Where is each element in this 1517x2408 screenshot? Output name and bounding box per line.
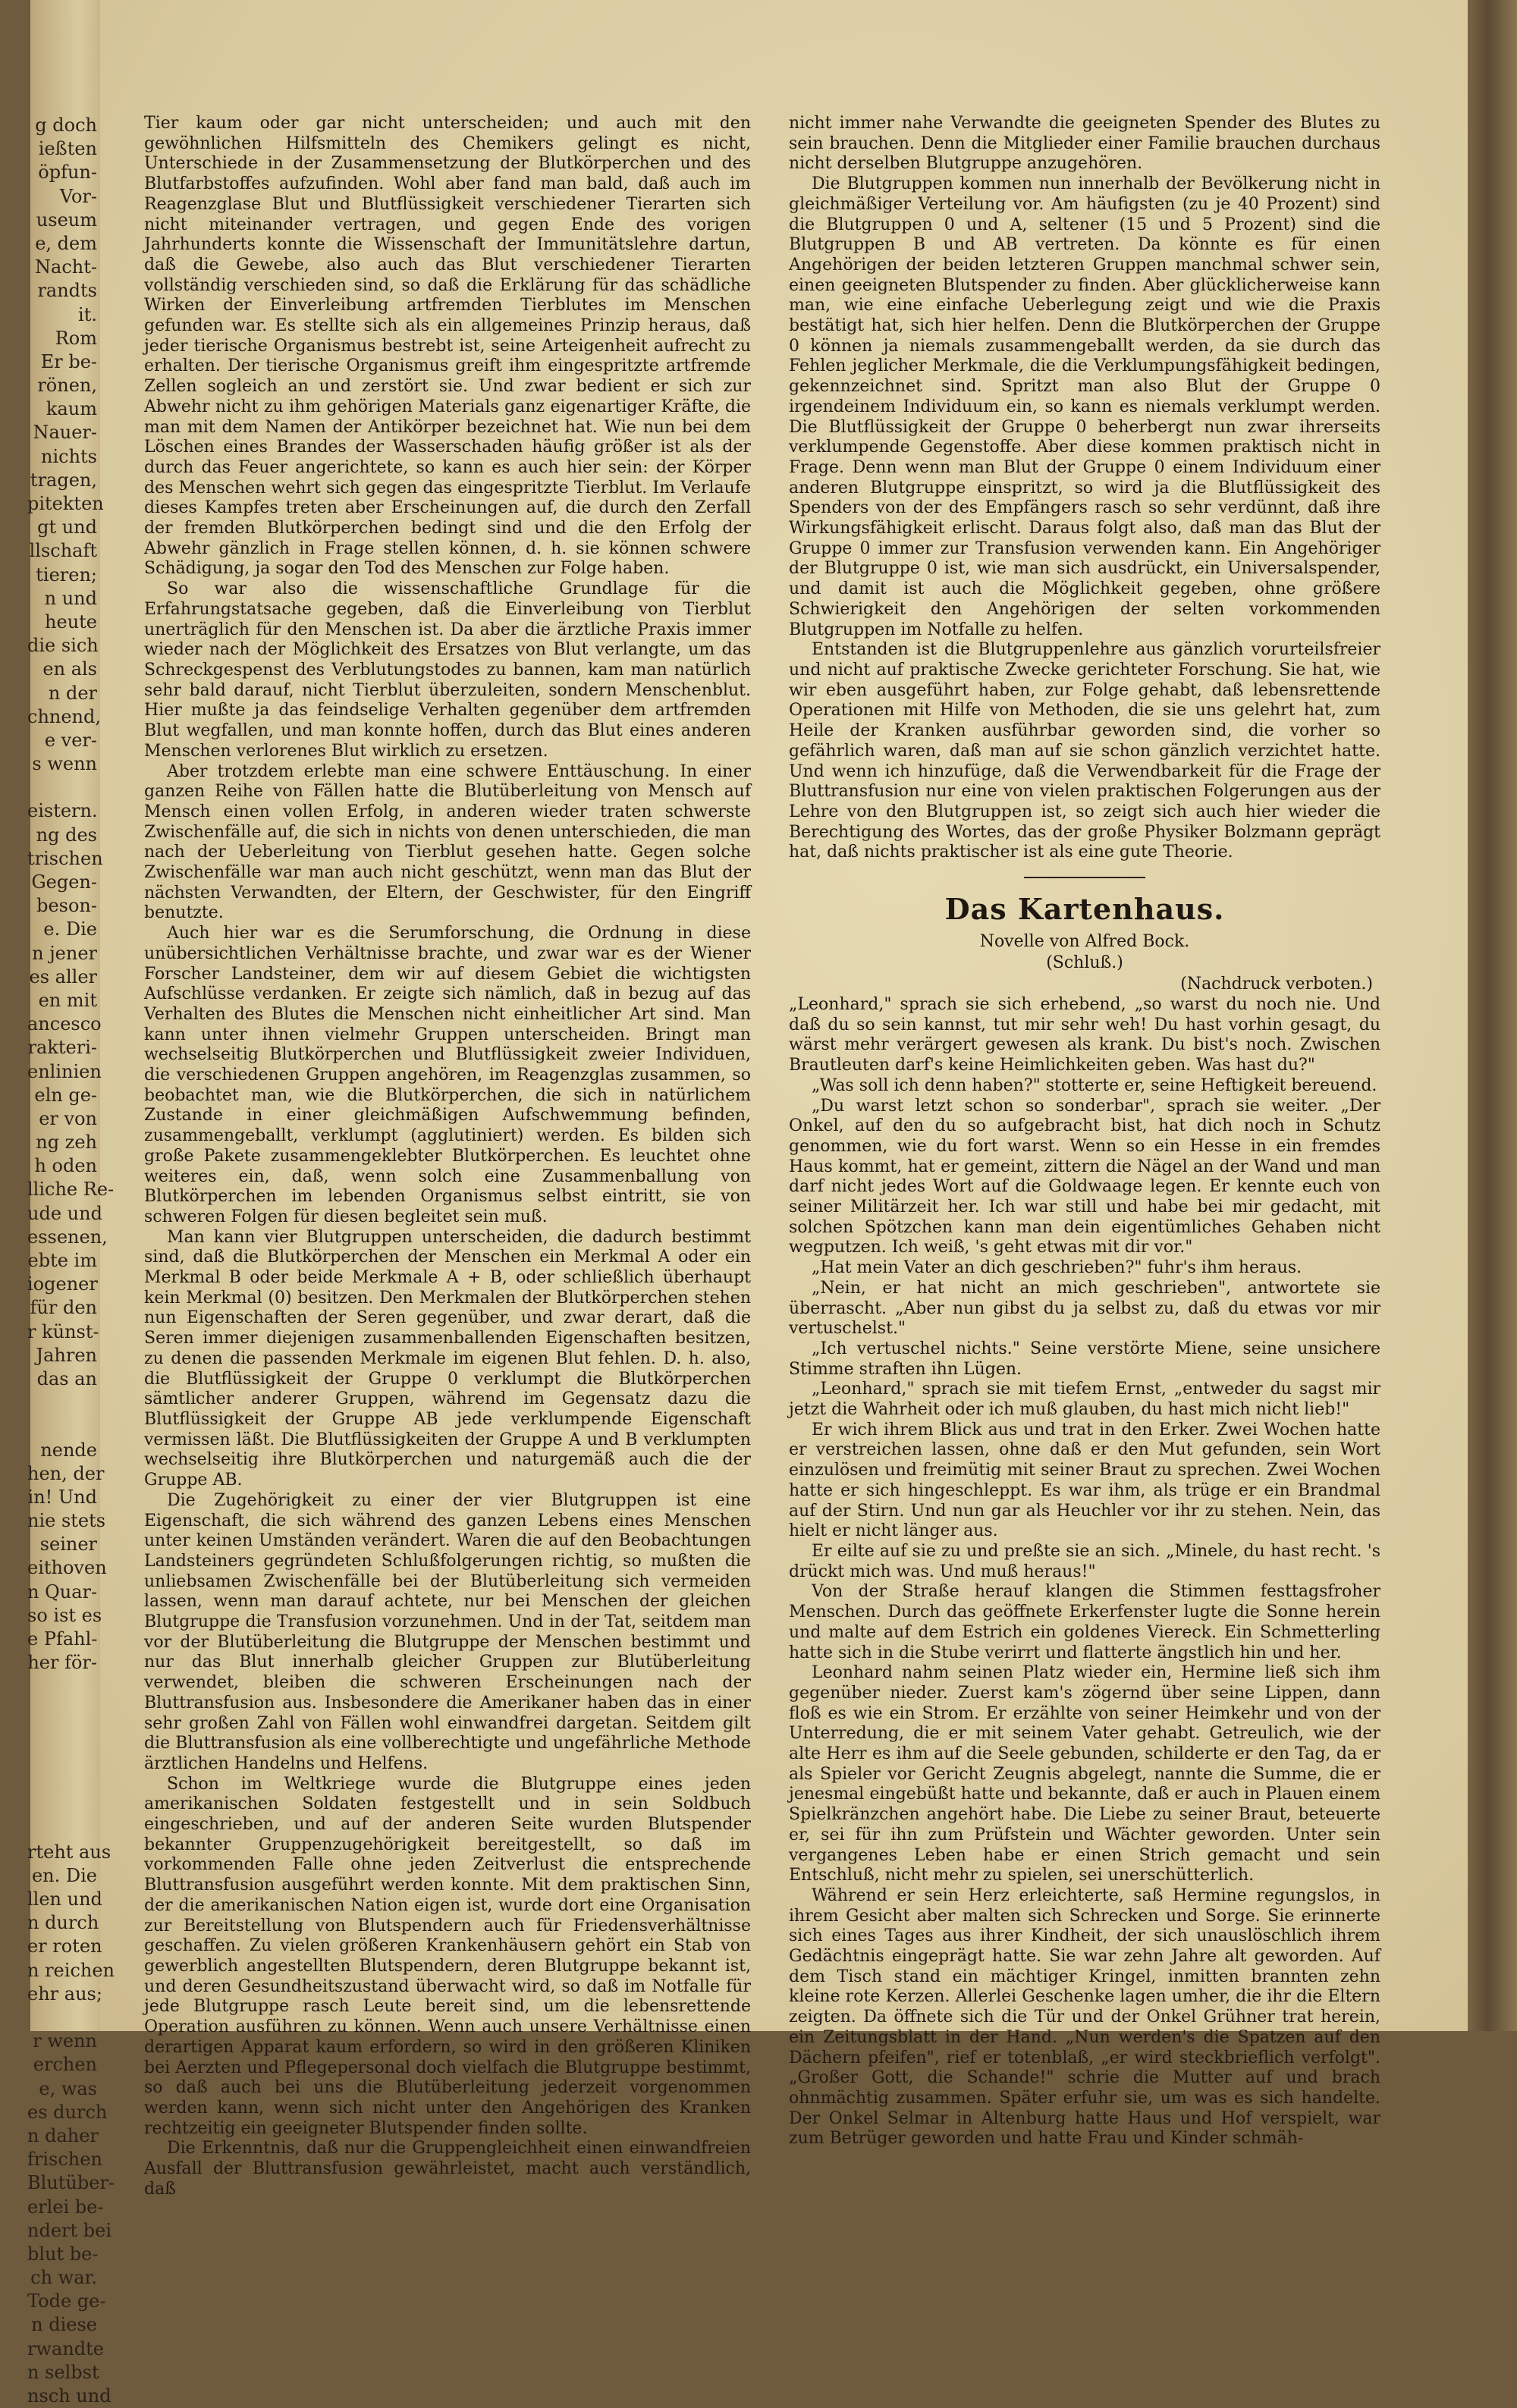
fragment-line: gt und bbox=[37, 516, 97, 538]
fragment-line: en mit bbox=[38, 989, 97, 1011]
fragment-line: n und bbox=[44, 587, 97, 609]
novella-paragraph: „Was soll ich denn haben?" stotterte er, seine Heftigkeit bereuend. bbox=[812, 1075, 1377, 1095]
fragment-line: öpfun- bbox=[38, 162, 97, 184]
fragment-line: er von bbox=[39, 1107, 97, 1129]
novella-paragraph: „Leonhard," sprach sie sich erhebend, „so warst du noch nie. Und daß du so sein kannst, tut mir sehr weh! Du hast vorhin gesagt, du wärst mehr verärgert gewesen als krank. Du bist's noch. Zwischen Brautleuten darf's keine Heimlichkeiten geben. Was hast du?" bbox=[789, 995, 1380, 1075]
fragment-line: rwandte bbox=[27, 2337, 104, 2359]
fragment-line: Jahren bbox=[36, 1344, 97, 1366]
fragment-line: r künst- bbox=[27, 1320, 99, 1342]
fragment-line: iogener bbox=[27, 1273, 98, 1295]
fragment-line: tragen, bbox=[30, 469, 97, 491]
fragment-line: nichts bbox=[41, 445, 97, 467]
fragment-line: it. bbox=[78, 303, 97, 325]
paragraph: nicht immer nahe Verwandte die geeigneten Spender des Blutes zu sein brauchen. Denn die Mitglieder einer Familie brauchen durchaus nicht derselben Blutgruppe anzugehören. bbox=[789, 114, 1380, 174]
fragment-line: llen und bbox=[27, 1888, 102, 1910]
fragment-line: es durch bbox=[27, 2101, 108, 2123]
fragment-line: rteht aus bbox=[27, 1841, 111, 1863]
fragment-line: Vor- bbox=[59, 185, 97, 207]
fragment-line: e Pfahl- bbox=[27, 1628, 98, 1650]
fragment-line: r wenn bbox=[33, 2030, 97, 2052]
fragment-line: eln ge- bbox=[34, 1084, 97, 1106]
fragment-line: ndert bei bbox=[27, 2219, 112, 2241]
fragment-line: hen, der bbox=[27, 1462, 105, 1484]
fragment-line: nende bbox=[40, 1439, 97, 1461]
fragment-line: erchen bbox=[33, 2054, 97, 2076]
fragment-line: so ist es bbox=[27, 1604, 102, 1626]
fragment-line: rönen, bbox=[37, 375, 97, 397]
fragment-line bbox=[27, 776, 100, 799]
article-column-1 bbox=[144, 114, 751, 2199]
fragment-line: h oden bbox=[34, 1155, 97, 1177]
fragment-line bbox=[27, 1769, 100, 1793]
novella-body bbox=[789, 995, 1380, 2149]
fragment-line: en. Die bbox=[31, 1864, 97, 1886]
novella-paragraph: „Hat mein Vater an dich geschrieben?" fuhr's ihm heraus. bbox=[812, 1258, 1302, 1278]
fragment-line bbox=[27, 1746, 100, 1769]
fragment-line: pitekten bbox=[27, 493, 104, 514]
novella-paragraph: Er wich ihrem Blick aus und trat in den Erker. Zwei Wochen hatte er verstreichen lassen, ohne daß er den Mut gefunden, sein Wort einzulösen und freimütig mit seiner Braut zu sprechen. Zwei Wochen hatte er sich hingeschleppt. Es war ihm, als trüge er ein Brandmal auf der Stirn. Und nun gar als Heuchler vor ihr zu stehen. Nein, das hielt er nicht länger aus. bbox=[789, 1420, 1380, 1541]
left-page-fragment bbox=[27, 0, 115, 2406]
fragment-line: ng des bbox=[36, 824, 97, 846]
newspaper-page bbox=[27, 0, 1475, 2406]
novella-title: Das Kartenhaus. bbox=[944, 892, 1225, 927]
fragment-line: n diese bbox=[31, 2314, 97, 2336]
fragment-line: n jener bbox=[32, 942, 97, 964]
fragment-line: in! Und bbox=[27, 1486, 97, 1508]
fragment-line: rakteri- bbox=[27, 1037, 97, 1059]
fragment-line: beson- bbox=[36, 895, 97, 917]
paragraph: Tier kaum oder gar nicht unterscheiden; und auch mit den gewöhnlichen Hilfsmitteln des Chemikers gelingt es nicht, Unterschiede in der Zusammensetzung der Blutkörperchen und des Blutfarbstoffes aufzufinden. Wohl aber fand man bald, daß auch im Reagenzglase Blut und Blutflüssigkeit verschiedener Tierarten sich nicht miteinander vertragen, und gegen Ende des vorigen Jahrhunderts konnte die Wissenschaft der Immunitätslehre dartun, daß die Gewebe, also auch das Blut verschiedener Tierarten vollständig verschieden sind, so daß die Erklärung für das schädliche Wirken der Einverleibung artfremden Tierblutes im Menschen gefunden war. Es stellte sich als ein allgemeines Prinzip heraus, daß jeder tierische Organismus bestrebt ist, seine Arteigenheit aufrecht zu erhalten. Der tierische Organismus greift ihm eingespritzte artfremde Zellen sogleich an und zerstört sie. Und zwar bedient er sich zur Abwehr nicht zu ihm gehörigen Materials ganz eigenartiger Kräfte, die man mit dem Namen der Antikörper bezeichnet hat. Wie nun bei dem Löschen eines Brandes der Wasserschaden häufig größer ist als der durch das Feuer angerichtete, so kann es auch hier sein: der Körper des Menschen wehrt sich gegen das eingespritzte Tierblut. Im Verlaufe dieses Kampfes treten aber Erscheinungen auf, die durch den Zerfall der fremden Blutkörperchen bedingt sind und die den Erfolg der Abwehr gänzlich in Frage stellen können, d. h. sie können schwere Schädigung, ja sogar den Tod des Menschen zur Folge haben. bbox=[144, 114, 751, 579]
novella-paragraph: „Ich vertuschel nichts." Seine verstörte Miene, seine unsichere Stimme straften ihn Lügen. bbox=[789, 1339, 1380, 1379]
fragment-line: g doch bbox=[35, 115, 97, 136]
novella-paragraph: Leonhard nahm seinen Platz wieder ein, Hermine ließ sich ihm gegenüber nieder. Zuerst kam's zögernd über seine Lippen, dann floß es wie ein Strom. Er erzählte von seiner Heimkehr und von der Unterredung, die er mit seinem Vater gehabt. Getreulich, wie der alte Herr es ihm auf die Seele gebunden, schilderte er den Tag, da er als Spieler vor Gericht Zeugnis abgelegt, nannte die Summe, die er jenesmal eingebüßt hatte und bekannte, daß er auch in Plauen einem Spielkränzchen angehört habe. Die Liebe zu seiner Braut, beteuerte er, sei für ihn zum Prüfstein und Wächter geworden. Unter sein vergangenes Leben habe er einen Strich gemacht und sein Entschluß, nicht mehr zu spielen, sei unerschütterlich. bbox=[789, 1663, 1380, 1885]
fragment-line: er roten bbox=[27, 1936, 102, 1957]
fragment-line: Gegen- bbox=[31, 871, 97, 893]
fragment-line: e ver- bbox=[44, 729, 97, 751]
fragment-line: s wenn bbox=[32, 753, 97, 775]
fragment-line: seiner bbox=[39, 1534, 97, 1556]
fragment-line: nie stets bbox=[27, 1510, 106, 1532]
fragment-line: blut be- bbox=[27, 2243, 99, 2265]
fragment-line: die sich bbox=[27, 635, 99, 657]
fragment-line: n durch bbox=[27, 1912, 99, 1934]
fragment-line: e, was bbox=[39, 2077, 97, 2099]
fragment-line: e, dem bbox=[35, 232, 97, 254]
fragment-line: n Quar- bbox=[27, 1581, 98, 1603]
fragment-line: e. Die bbox=[43, 918, 97, 940]
book-binding-edge bbox=[1468, 0, 1517, 2031]
reprint-notice: (Nachdruck verboten.) bbox=[1180, 975, 1373, 994]
fragment-line: n daher bbox=[27, 2124, 99, 2146]
fragment-line: ude und bbox=[27, 1202, 102, 1224]
fragment-line: essenen, bbox=[27, 1226, 108, 1248]
paragraph: So war also die wissenschaftliche Grundlage für die Erfahrungstatsache gegeben, daß die Einverleibung von Tierblut unerträglich für den Menschen ist. Da aber die ärztliche Praxis immer wieder nach der Möglichkeit des Ersatzes von Blut verlangte, um das Schreckgespenst des Verblutungstodes zu bannen, kam man natürlich sehr bald darauf, nicht Tierblut überzuleiten, sondern Menschenblut. Hier mußte ja das feindselige Verhalten gegenüber dem artfremden Blut wegfallen, und man konnte hoffen, durch das Blut eines anderen Menschen verlorenes Blut wirklich zu ersetzen. bbox=[144, 579, 751, 761]
fragment-line: eistern. bbox=[27, 800, 98, 822]
fragment-line: für den bbox=[30, 1297, 97, 1319]
fragment-line: Nauer- bbox=[33, 422, 97, 444]
fragment-line: ießten bbox=[38, 138, 97, 160]
fragment-line bbox=[27, 1793, 100, 1816]
fragment-line: Blutüber- bbox=[27, 2172, 115, 2194]
novella-paragraph: „Nein, er hat nicht an mich geschrieben", antwortete sie überrascht. „Aber nun gibst du ja selbst zu, daß du etwas vor mir vertuschelst." bbox=[789, 1278, 1380, 1339]
fragment-line: Er be- bbox=[40, 350, 97, 372]
paragraph: Aber trotzdem erlebte man eine schwere Enttäuschung. In einer ganzen Reihe von Fällen hatte die Blutüberleitung von Mensch auf Mensch einen vollen Erfolg, in anderen wieder traten schwerste Zwischenfälle auf, die sich in nichts von denen unterschieden, die man nach der Ueberleitung von Tierblut gesehen hatte. Gegen solche Zwischenfälle war man auch nicht geschützt, wenn man das Blut der nächsten Verwandten, der Eltern, der Geschwister, für den Eingriff benutzte. bbox=[144, 761, 751, 923]
fragment-line: lliche Re- bbox=[27, 1179, 115, 1201]
fragment-line: es aller bbox=[29, 965, 97, 987]
fragment-line: frischen bbox=[27, 2149, 102, 2171]
fragment-line: her för- bbox=[27, 1652, 97, 1674]
fragment-line bbox=[27, 1391, 100, 1414]
fragment-line: Tode ge- bbox=[27, 2290, 106, 2312]
paragraph: Entstanden ist die Blutgruppenlehre aus gänzlich vorurteilsfreier und nicht auf praktische Zwecke gerichteter Forschung. Sie hat, wie wir eben ausgeführt haben, zur Folge gehabt, daß lebensrettende Operationen mit Hilfe von Methoden, die sie uns gelehrt hat, zum Heile der Kranken ausführbar geworden sind, die vorher so gefährlich waren, daß man auf sie schon gänzlich verzichtet hatte. Und wenn ich hinzufüge, daß die Verwendbarkeit für die Frage der Bluttransfusion nur eine von vielen praktischen Folgerungen aus der Lehre von den Blutgruppen ist, so zeigt sich auch hier wieder die Berechtigung des Wortes, das der große Physiker Bolzmann geprägt hat, daß nichts praktischer ist als eine gute Theorie. bbox=[789, 640, 1380, 862]
section-divider bbox=[1024, 877, 1145, 878]
fragment-line: n reichen bbox=[27, 1959, 115, 1981]
fragment-line: eithoven bbox=[27, 1557, 107, 1579]
fragment-line: ancesco bbox=[27, 1013, 102, 1035]
novella-paragraph: Während er sein Herz erleichterte, saß Hermine regungslos, in ihrem Gesicht aber malten sich Schrecken und Sorge. Sie erinnerte sich eines Tages aus ihrer Kindheit, der sich unauslöschlich ihrem Gedächtnis eingeprägt hatte. Sie war zehn Jahre alt geworden. Auf dem Tisch stand ein mächtiger Kringel, inmitten brannten zehn kleine rote Kerzen. Allerlei Geschenke lagen umher, die ihr die Eltern zeigten. Da öffnete sich die Tür und der Onkel Grühner trat herein, ein Zeitungsblatt in der Hand. „Nun werden's die Spatzen auf den Dächern pfeifen", rief er totenblaß, „er wird steckbrieflich verfolgt". „Großer Gott, die Schande!" schrie die Mutter auf und brach ohnmächtig zusammen. Später erfuhr sie, um was es sich handelte. Der Onkel Selmar in Altenburg hatte Haus und Hof verspielt, war zum Betrüger geworden und hatte Frau und Kinder schmäh- bbox=[789, 1885, 1380, 2149]
article-continuation bbox=[789, 114, 1380, 863]
novella-byline: Novelle von Alfred Bock. bbox=[979, 932, 1190, 952]
fragment-line: Rom bbox=[55, 327, 97, 349]
fragment-line: enlinien bbox=[27, 1060, 102, 1082]
paragraph: Man kann vier Blutgruppen unterscheiden, die dadurch bestimmt sind, daß die Blutkörperchen der Menschen ein Merkmal A oder ein Merkmal B oder beide Merkmale A + B, oder schließlich überhaupt kein Merkmal (0) besitzen. Den Merkmalen der Blutkörperchen stehen nun Eigenschaften der Seren gegenüber, und zwar derart, daß die Seren immer diejenigen zusammenballenden Eigenschaften besitzen, zu denen die passenden Merkmale im eigenen Blut fehlen. D. h. also, die Blutflüssigkeit der Gruppe 0 verklumpt die Blutkörperchen sämtlicher anderer Gruppen, während im Gegensatz dazu die Blutflüssigkeit der Gruppe AB jede verklumpende Eigenschaft vermissen läßt. Die Blutflüssigkeiten der Gruppe A und B verklumpten wechselseitig ihre Blutkörperchen und naturgemäß auch die der Gruppe AB. bbox=[144, 1227, 751, 1490]
paragraph: Auch hier war es die Serumforschung, die Ordnung in diese unübersichtlichen Verhältnisse brachte, und zwar war es der Wiener Forscher Landsteiner, dem wir auf diesem Gebiet die wichtigsten Aufschlüsse verdanken. Er zeigte sich nämlich, daß in bezug auf das Verhalten des Blutes die Menschen nicht einheitlicher Art sind. Man kann unter ihnen vielmehr Gruppen unterscheiden. Bringt man wechselseitig Blutkörperchen und Blutflüssigkeit zweier Individuen, die verschiedenen Gruppen angehören, im Reagenzglas zusammen, so beobachtet man, wie die Blutkörperchen, die sich in natürlichem Zustande in einer gleichmäßigen Aufschwemmung befinden, zusammengeballt, verklumpt (agglutiniert) werden. Es bilden sich große Pakete zusammengeklebter Blutkörperchen. Es leuchtet ohne weiteres ein, daß, wenn solch eine Zusammenballung von Blutkörperchen im lebenden Organismus selbst eintritt, sie von schweren Folgen für diesen begleitet sein muß. bbox=[144, 924, 751, 1226]
left-fragment-text bbox=[27, 114, 115, 2408]
fragment-line: kaum bbox=[46, 398, 97, 420]
fragment-line: ch war. bbox=[30, 2267, 97, 2289]
fragment-line: tieren; bbox=[36, 564, 97, 586]
fragment-line: das an bbox=[36, 1367, 97, 1389]
novella-paragraph: Er eilte auf sie zu und preßte sie an sich. „Minele, du hast recht. 's drückt mich was. Und muß heraus!" bbox=[789, 1542, 1380, 1581]
novella-paragraph: Von der Straße herauf klangen die Stimmen festtagsfroher Menschen. Durch das geöffnete Erkerfenster lugte die Sonne herein und malte auf dem Estrich ein goldenes Viereck. Ein Schmetterling hatte sich in die Stube verirrt und flatterte ängstlich hin und her. bbox=[789, 1582, 1380, 1662]
paragraph: Die Zugehörigkeit zu einer der vier Blutgruppen ist eine Eigenschaft, die sich während des ganzen Lebens eines Menschen unter keinen Umständen verändert. Waren die auf den Beobachtungen Landsteiners gegründeten Schlußfolgerungen richtig, so mußten die unliebsamen Zwischenfälle bei der Blutüberleitung sich vermeiden lassen, wenn man darauf achtete, nur bei Menschen der gleichen Blutgruppe die Transfusion vorzunehmen. Und in der Tat, seitdem man vor der Blutüberleitung die Blutgruppe der Menschen bestimmt und nur das Blut innerhalb gleicher Gruppen zur Blutüberleitung verwendet, bleiben die schweren Erscheinungen nach der Bluttransfusion aus. Insbesondere die Amerikaner haben das in einer sehr großen Zahl von Fällen wohl einwandfrei dargetan. Seitdem gilt die Bluttransfusion als eine vollberechtigte und ungefährliche Methode ärztlichen Handelns und Helfens. bbox=[144, 1490, 751, 1773]
fragment-line bbox=[27, 1675, 100, 1698]
fragment-line: llschaft bbox=[29, 540, 97, 562]
fragment-line: en als bbox=[42, 658, 97, 680]
fragment-line: ng zeh bbox=[36, 1132, 97, 1154]
fragment-line: randts bbox=[37, 280, 97, 302]
fragment-line: n selbst bbox=[27, 2361, 99, 2383]
fragment-line bbox=[27, 1817, 100, 1841]
paragraph: Die Erkenntnis, daß nur die Gruppengleichheit einen einwandfreien Ausfall der Bluttransfusion gewährleistet, macht auch verständlich, daß bbox=[144, 2139, 751, 2199]
novella-paragraph: „Du warst letzt schon so sonderbar", sprach sie weiter. „Der Onkel, auf den du so aufgebracht bist, hat dich noch in Schutz genommen, wie du fort warst. Wenn so ein Hesse in ein fremdes Haus kommt, hat er gemeint, zittern die Nägel an der Wand und man darf nicht jedes Wort auf die Goldwaage legen. Er kennte euch von seiner Militärzeit her. Ich war still und habe bei mir gedacht, mit solchen Spötzchen kann man dein eigentümliches Gehaben nicht wegputzen. Ich weiß, 's geht etwas mit dir vor." bbox=[789, 1096, 1380, 1257]
fragment-line bbox=[27, 2006, 100, 2030]
fragment-line bbox=[27, 1722, 100, 1746]
fragment-line bbox=[27, 1699, 100, 1722]
fragment-line: trischen bbox=[27, 847, 103, 869]
fragment-line: chnend, bbox=[27, 705, 102, 727]
article-column-2 bbox=[789, 114, 1380, 2149]
fragment-line: ebte im bbox=[27, 1250, 97, 1271]
fragment-line: erlei be- bbox=[27, 2196, 104, 2218]
fragment-line: heute bbox=[45, 611, 97, 633]
novella-part-label: (Schluß.) bbox=[1046, 953, 1123, 973]
fragment-line: useum bbox=[36, 209, 97, 231]
fragment-line: nsch und bbox=[27, 2385, 111, 2406]
fragment-line: n der bbox=[48, 682, 97, 704]
fragment-line: ehr aus; bbox=[27, 1983, 102, 2005]
novella-paragraph: „Leonhard," sprach sie mit tiefem Ernst, „entweder du sagst mir jetzt die Wahrheit oder ich muß glauben, du hast mich nicht lieb!" bbox=[789, 1380, 1380, 1420]
paragraph: Die Blutgruppen kommen nun innerhalb der Bevölkerung nicht in gleichmäßiger Verteilung vor. Am häufigsten (zu je 40 Prozent) sind die Blutgruppen 0 und A, seltener (15 und 5 Prozent) sind die Blutgruppen B und AB vertreten. Da könnte es für einen Angehörigen der beiden letzteren Gruppen manchmal schwer sein, einen geeigneten Blutspender zu finden. Aber glücklicherweise kann man, wie eine einfache Ueberlegung zeigt und wie die Praxis bestätigt hat, sich hier helfen. Denn die Blutkörperchen der Gruppe 0 können ja niemals zusammengeballt werden, da sie durch das Fehlen jeglicher Merkmale, die die Verklumpungsfähigkeit bedingen, gekennzeichnet sind. Spritzt man also Blut der Gruppe 0 irgendeinem Individuum ein, so kann es niemals verklumpt werden. Die Blutflüssigkeit der Gruppe 0 beherbergt nun zwar ihrerseits verklumpende Gegenstoffe. Aber diese kommen praktisch nicht in Frage. Denn wenn man Blut der Gruppe 0 einem Individuum einer anderen Blutgruppe einspritzt, so wird ja die Blutflüssigkeit des Spenders von der des Empfängers rasch so sehr verdünnt, daß ihre Wirkungsfähigkeit erlischt. Daraus folgt also, daß man das Blut der Gruppe 0 immer zur Transfusion verwenden kann. Ein Angehöriger der Blutgruppe 0 ist, wie man sich ausdrückt, ein Universalspender, und damit ist auch die Möglichkeit gegeben, ohne größere Schwierigkeit den Angehörigen der selten vorkommenden Blutgruppen im Notfalle zu helfen. bbox=[789, 174, 1380, 639]
fragment-line bbox=[27, 1414, 100, 1438]
paragraph: Schon im Weltkriege wurde die Blutgruppe eines jeden amerikanischen Soldaten festgestellt und in sein Soldbuch eingeschrieben, und auf der anderen Seite wurden Blutspender bekannter Gruppenzugehörigkeit bereitgestellt, so daß im vorkommenden Falle ohne jeden Zeitverlust die entsprechende Bluttransfusion ausgeführt werden konnte. Mit dem praktischen Sinn, der die amerikanischen Nation eigen ist, wurde dort eine Organisation zur Bereitstellung von Blutspendern auch für Friedensverhältnisse geschaffen. Zu vielen größeren Krankenhäusern gehört ein Stab von gewerblich angestellten Blutspendern, deren Blutgruppe bekannt ist, und deren Gesundheitszustand überwacht wird, so daß im Notfalle für jede Blutgruppe rasch Leute bereit sind, um die lebensrettende Operation ausführen zu können. Wenn auch unsere Verhältnisse einen derartigen Apparat kaum erfordern, so wird in den größeren Kliniken bei Aerzten und Pflegepersonal doch vielfach die Blutgruppe bestimmt, so daß auch bei uns die Blutüberleitung jederzeit vorgenommen werden kann, wenn sich nicht unter den Angehörigen des Kranken rechtzeitig ein geeigneter Blutspender finden sollte. bbox=[144, 1774, 751, 2138]
fragment-line: Nacht- bbox=[35, 256, 97, 278]
